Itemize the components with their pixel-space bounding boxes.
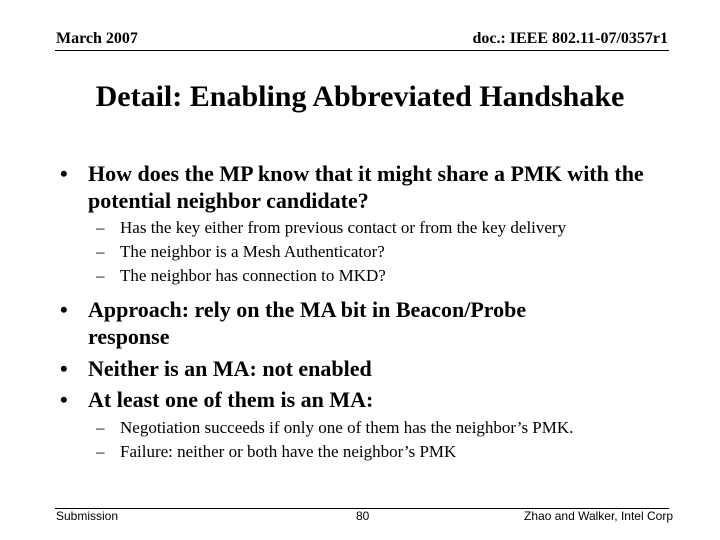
footer-page-number: 80 (356, 509, 370, 523)
bullet-item (60, 296, 600, 350)
sub-bullet-marker: – (96, 218, 105, 237)
sub-bullet-text: The neighbor has connection to MKD? (120, 266, 386, 285)
bullet-item (60, 160, 670, 214)
sub-bullet-text: Has the key either from previous contact or from the key delivery (120, 218, 567, 237)
bullet-marker: • (60, 387, 68, 412)
sub-bullet-item (96, 240, 676, 264)
bullet-marker: • (60, 356, 68, 381)
sub-bullet-item (96, 440, 676, 464)
footer-authors: Zhao and Walker, Intel Corp (524, 509, 673, 523)
header-rule (55, 50, 669, 51)
bullet-text: At least one of them is an MA: (88, 387, 374, 412)
sub-bullet-item (96, 416, 676, 440)
sub-bullet-text: Failure: neither or both have the neighbor’s PMK (120, 442, 457, 461)
footer-submission: Submission (56, 509, 119, 523)
header-doc-id: doc.: IEEE 802.11-07/0357r1 (472, 30, 668, 47)
bullet-text: Approach: rely on the MA bit in Beacon/Probe response (88, 297, 527, 349)
bullet-item (60, 386, 670, 413)
bullet-marker: • (60, 297, 68, 322)
sub-bullet-marker: – (96, 442, 105, 461)
sub-bullet-marker: – (96, 242, 105, 261)
bullet-text: Neither is an MA: not enabled (88, 356, 372, 381)
sub-bullet-text: Negotiation succeeds if only one of them has the neighbor’s PMK. (120, 418, 574, 437)
sub-bullet-item (96, 264, 676, 288)
sub-bullet-text: The neighbor is a Mesh Authenticator? (120, 242, 385, 261)
slide-title: Detail: Enabling Abbreviated Handshake (95, 80, 625, 113)
sub-bullet-item (96, 216, 676, 240)
sub-bullet-marker: – (96, 266, 105, 285)
bullet-text: How does the MP know that it might share a PMK with the potential neighbor candidate? (88, 161, 644, 213)
bullet-marker: • (60, 161, 68, 186)
bullet-item (60, 355, 670, 382)
header-date: March 2007 (56, 30, 138, 47)
sub-bullet-marker: – (96, 418, 105, 437)
